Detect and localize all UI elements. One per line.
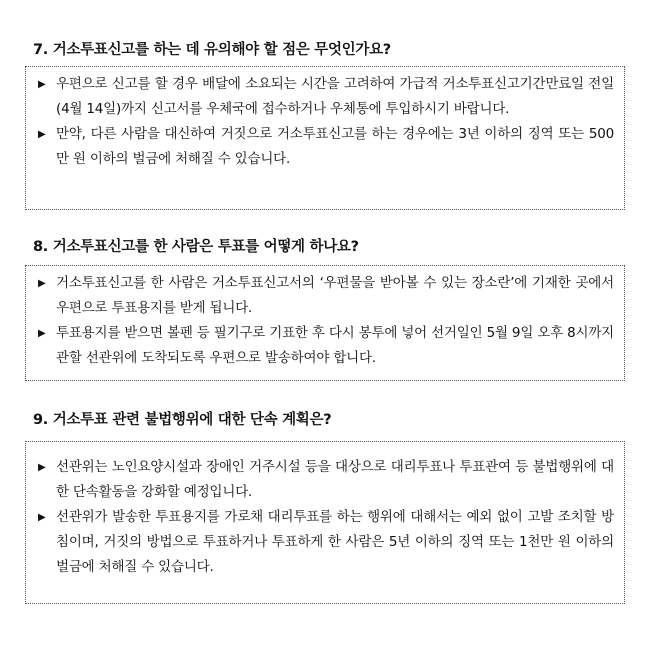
answer-text: 투표용지를 받으면 볼펜 등 필기구로 기표한 후 다시 봉투에 넣어 선거일인 5월 9일 오후 8시까지 관할 선관위에 도착되도록 우편으로 발송하여야 합니다.	[56, 325, 614, 366]
answer-text: 우편으로 신고를 할 경우 배달에 소요되는 시간을 고려하여 가급적 거소투표신고기간만료일 전일(4월 14일)까지 신고서를 우체국에 접수하거나 우체통에 투입하시기 바랍니다.	[56, 76, 614, 117]
answer-item	[36, 505, 614, 580]
answer-item	[36, 321, 614, 371]
answer-text: 선관위는 노인요양시설과 장애인 거주시설 등을 대상으로 대리투표나 투표관여 등 불법행위에 대한 단속활동을 강화할 예정입니다.	[56, 459, 614, 500]
answer-box-9	[25, 441, 625, 604]
bullet-icon: ▶	[38, 79, 46, 90]
bullet-icon: ▶	[38, 512, 46, 523]
answer-item	[36, 271, 614, 321]
bullet-icon: ▶	[38, 278, 46, 289]
answer-item	[36, 72, 614, 122]
answer-text: 만약, 다른 사람을 대신하여 거짓으로 거소투표신고를 하는 경우에는 3년 이하의 징역 또는 500만 원 이하의 벌금에 처해질 수 있습니다.	[56, 126, 614, 167]
answer-box-8	[25, 265, 625, 381]
bullet-icon: ▶	[38, 462, 46, 473]
question-title-9: 9. 거소투표 관련 불법행위에 대한 단속 계획은?	[33, 412, 332, 428]
answer-box-7	[25, 66, 625, 210]
answer-text: 거소투표신고를 한 사람은 거소투표신고서의 ‘우편물을 받아볼 수 있는 장소란’에 기재한 곳에서 우편으로 투표용지를 받게 됩니다.	[56, 275, 614, 316]
answer-item	[36, 122, 614, 172]
answer-text: 선관위가 발송한 투표용지를 가로채 대리투표를 하는 행위에 대해서는 예외 없이 고발 조치할 방침이며, 거짓의 방법으로 투표하거나 투표하게 한 사람은 5년 이하의 징역 또는 1천만 원 이하의 벌금에 처해질 수 있습니다.	[56, 509, 614, 575]
bullet-icon: ▶	[38, 129, 46, 140]
question-title-7: 7. 거소투표신고를 하는 데 유의해야 할 점은 무엇인가요?	[33, 42, 391, 58]
question-title-8: 8. 거소투표신고를 한 사람은 투표를 어떻게 하나요?	[33, 239, 359, 255]
answer-item	[36, 455, 614, 505]
bullet-icon: ▶	[38, 328, 46, 339]
